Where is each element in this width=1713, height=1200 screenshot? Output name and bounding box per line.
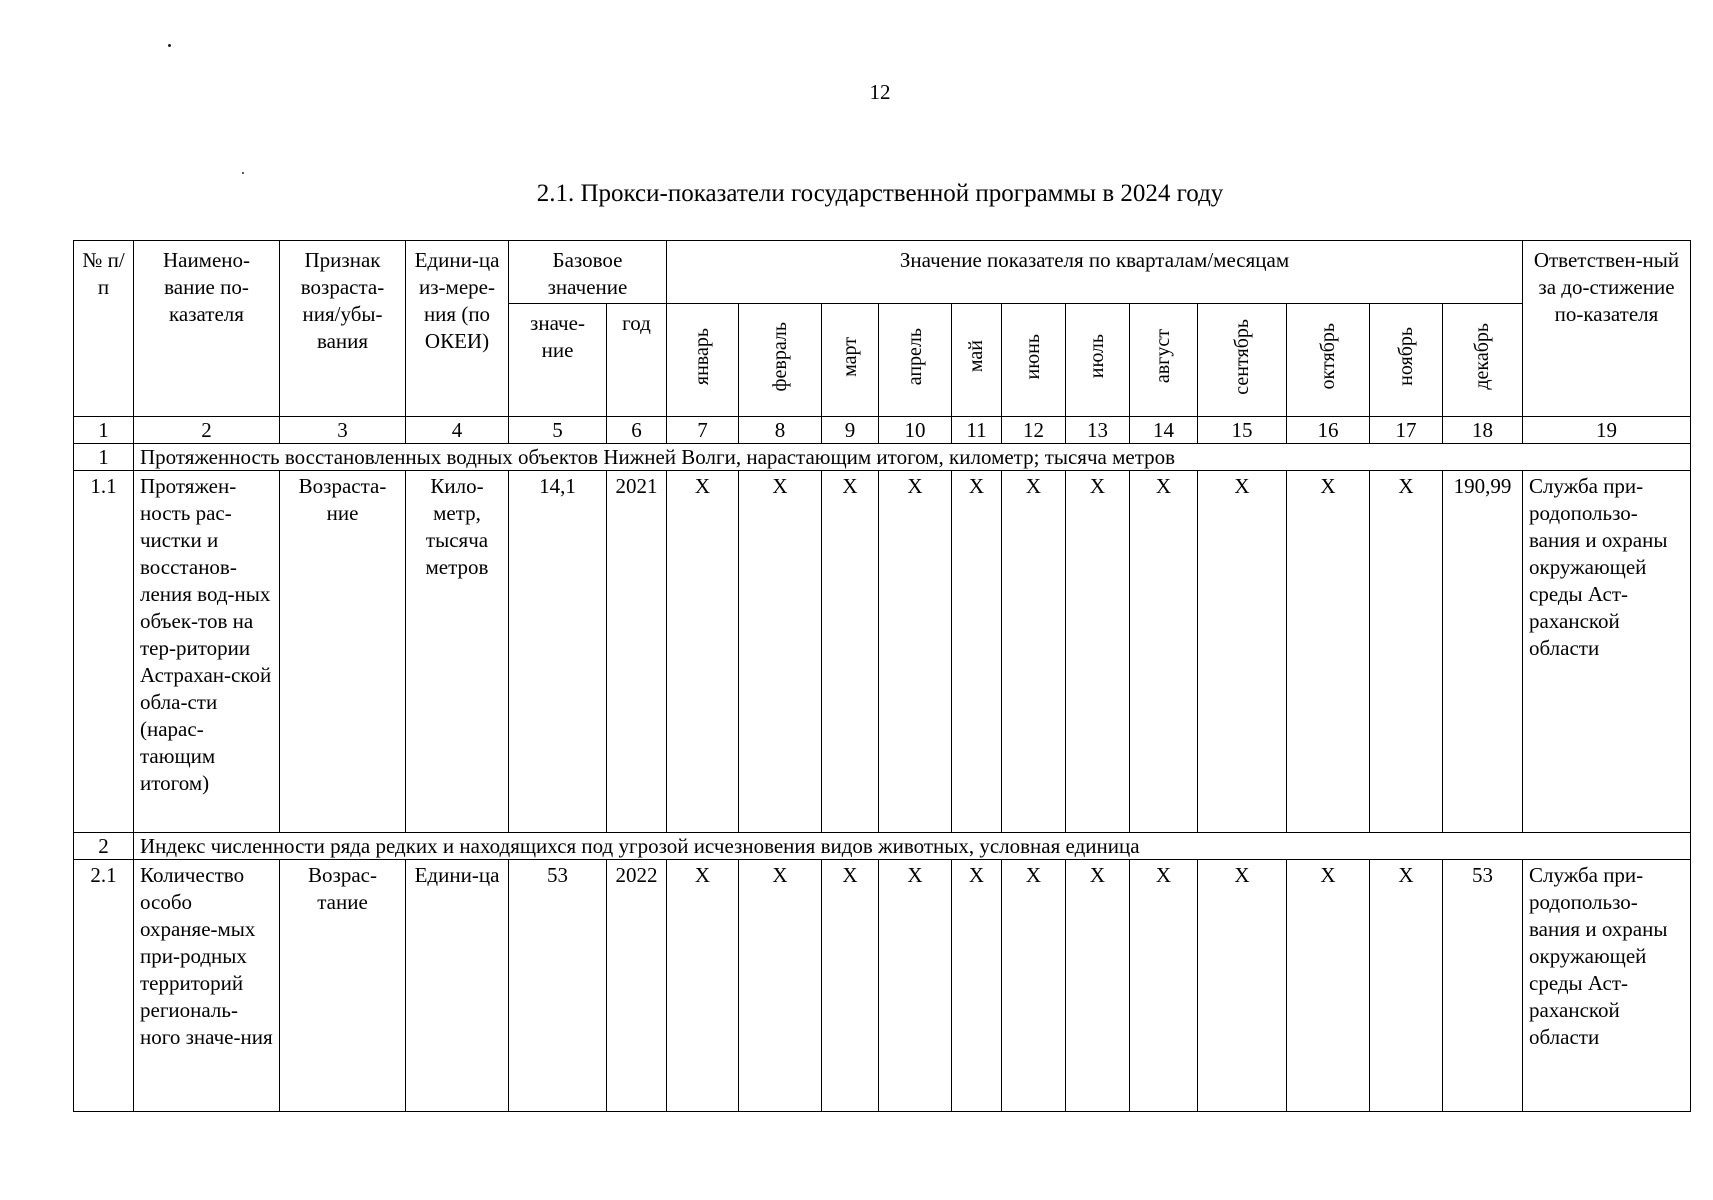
header-month: сентябрь — [1198, 304, 1287, 417]
header-base-value: значе-ние — [509, 304, 607, 417]
column-number: 19 — [1523, 417, 1691, 444]
row-unit: Кило-метр, тысяча метров — [406, 471, 509, 833]
section-num: 1 — [74, 444, 134, 471]
column-number: 10 — [879, 417, 952, 444]
column-number: 17 — [1370, 417, 1443, 444]
column-number: 8 — [739, 417, 822, 444]
row-num: 2.1 — [74, 860, 134, 1112]
month-value: X — [822, 860, 879, 1112]
month-value: 190,99 — [1443, 471, 1523, 833]
month-value: X — [1287, 860, 1370, 1112]
row-responsible: Служба при-родопользо-вания и охраны окружающей среды Аст-раханской области — [1523, 471, 1691, 833]
column-number: 9 — [822, 417, 879, 444]
section-row — [74, 444, 1691, 471]
column-number: 7 — [667, 417, 739, 444]
column-number: 12 — [1002, 417, 1066, 444]
section-row — [74, 833, 1691, 860]
row-base-year: 2021 — [607, 471, 667, 833]
header-base-year: год — [607, 304, 667, 417]
month-value: X — [1370, 860, 1443, 1112]
header-sign: Признак возраста-ния/убы-вания — [280, 241, 406, 417]
column-number: 18 — [1443, 417, 1523, 444]
month-value: X — [1130, 860, 1198, 1112]
header-month: декабрь — [1443, 304, 1523, 417]
column-number: 2 — [134, 417, 280, 444]
month-value: X — [1198, 860, 1287, 1112]
table-row — [74, 471, 1691, 833]
header-unit: Едини-ца из-мере-ния (по ОКЕИ) — [406, 241, 509, 417]
scan-speck — [242, 172, 244, 174]
header-month: октябрь — [1287, 304, 1370, 417]
header-num: № п/п — [74, 241, 134, 417]
column-number: 11 — [952, 417, 1002, 444]
month-value: X — [739, 860, 822, 1112]
month-value: X — [879, 471, 952, 833]
scan-speck — [168, 44, 171, 47]
row-base-value: 53 — [509, 860, 607, 1112]
indicators-table — [73, 240, 1691, 1112]
month-value: X — [667, 471, 739, 833]
section-title: Индекс численности ряда редких и находящихся под угрозой исчезновения видов животных, условная единица — [134, 833, 1691, 860]
header-name: Наимено-вание по-казателя — [134, 241, 280, 417]
row-name: Количество особо охраняе-мых при-родных территорий региональ-ного значе-ния — [134, 860, 280, 1112]
column-number: 6 — [607, 417, 667, 444]
section-title: Протяженность восстановленных водных объектов Нижней Волги, нарастающим итогом, километр; тысяча метров — [134, 444, 1691, 471]
month-value: X — [1066, 860, 1130, 1112]
column-number: 14 — [1130, 417, 1198, 444]
month-value: X — [822, 471, 879, 833]
table-row — [74, 860, 1691, 1112]
column-number: 1 — [74, 417, 134, 444]
header-responsible: Ответствен-ный за до-стижение по-казателя — [1523, 241, 1691, 417]
month-value: X — [1002, 471, 1066, 833]
month-value: 53 — [1443, 860, 1523, 1112]
month-value: X — [952, 471, 1002, 833]
row-base-year: 2022 — [607, 860, 667, 1112]
header-month: май — [952, 304, 1002, 417]
month-value: X — [1130, 471, 1198, 833]
row-responsible: Служба при-родопользо-вания и охраны окружающей среды Аст-раханской области — [1523, 860, 1691, 1112]
column-number: 13 — [1066, 417, 1130, 444]
month-value: X — [1002, 860, 1066, 1112]
column-number: 15 — [1198, 417, 1287, 444]
month-value: X — [1066, 471, 1130, 833]
month-value: X — [739, 471, 822, 833]
row-unit: Едини-ца — [406, 860, 509, 1112]
header-month: июль — [1066, 304, 1130, 417]
column-number: 4 — [406, 417, 509, 444]
row-name: Протяжен-ность рас-чистки и восстанов-ления вод-ных объек-тов на тер-ритории Астрахан-ской обла-сти (нарас-тающим итогом) — [134, 471, 280, 833]
header-month: июнь — [1002, 304, 1066, 417]
month-value: X — [952, 860, 1002, 1112]
section-num: 2 — [74, 833, 134, 860]
month-value: X — [667, 860, 739, 1112]
header-month: март — [822, 304, 879, 417]
month-value: X — [879, 860, 952, 1112]
row-sign: Возрас-тание — [280, 860, 406, 1112]
header-quarters: Значение показателя по кварталам/месяцам — [667, 241, 1523, 304]
header-month: январь — [667, 304, 739, 417]
row-sign: Возраста-ние — [280, 471, 406, 833]
column-number: 16 — [1287, 417, 1370, 444]
column-numbers-row — [74, 417, 1691, 444]
column-number: 5 — [509, 417, 607, 444]
row-base-value: 14,1 — [509, 471, 607, 833]
column-number: 3 — [280, 417, 406, 444]
month-value: X — [1198, 471, 1287, 833]
header-month: апрель — [879, 304, 952, 417]
page-number: 12 — [869, 80, 891, 104]
month-value: X — [1287, 471, 1370, 833]
header-base: Базовое значение — [509, 241, 667, 304]
header-month: ноябрь — [1370, 304, 1443, 417]
row-num: 1.1 — [74, 471, 134, 833]
header-month: август — [1130, 304, 1198, 417]
header-month: февраль — [739, 304, 822, 417]
page-title: 2.1. Прокси-показатели государственной программы в 2024 году — [536, 180, 1224, 207]
month-value: X — [1370, 471, 1443, 833]
